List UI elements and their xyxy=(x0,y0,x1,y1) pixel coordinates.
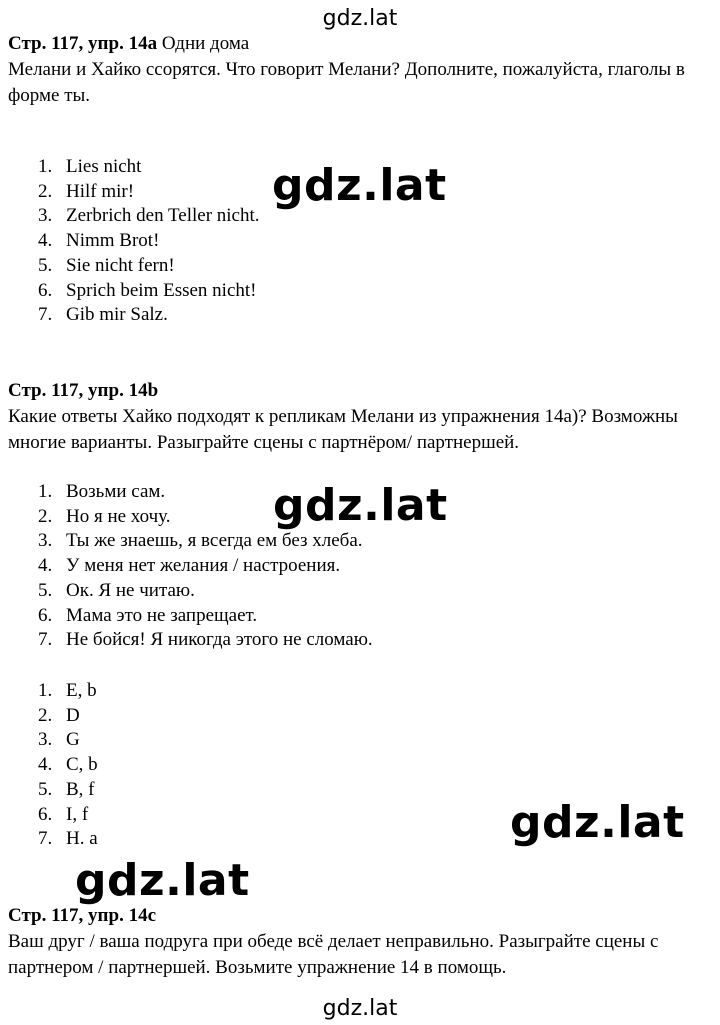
list-item: 7. Gib mir Salz. xyxy=(38,304,168,326)
list-item: 2. Hilf mir! xyxy=(38,180,135,202)
list-item: 2. Но я не хочу. xyxy=(38,505,171,527)
section-a-instruction: Мелани и Хайко ссорятся. Что говорит Мелани? Дополните, пожалуйста, глаголы в форме ты. xyxy=(8,59,685,106)
list-item: 6. I, f xyxy=(38,803,89,825)
watermark-2: gdz.lat xyxy=(273,480,448,531)
watermark-4: gdz.lat xyxy=(75,855,250,906)
list-item: 6. Мама это не запрещает. xyxy=(38,604,258,626)
list-item: 3. Ты же знаешь, я всегда ем без хлеба. xyxy=(38,530,363,552)
watermark-top: gdz.lat xyxy=(322,6,398,31)
section-a-ref: Стр. 117, упр. 14a xyxy=(8,33,158,54)
watermark-3: gdz.lat xyxy=(510,797,685,848)
section-b-ref: Стр. 117, упр. 14b xyxy=(8,380,159,401)
section-c xyxy=(8,903,712,981)
section-a xyxy=(8,31,712,109)
list-item: 1. Lies nicht xyxy=(38,156,142,177)
section-c-ref: Стр. 117, упр. 14c xyxy=(8,905,157,926)
list-item: 5. B, f xyxy=(38,778,95,800)
list-item: 4. C, b xyxy=(38,754,98,776)
section-a-list xyxy=(38,155,260,328)
answers-list xyxy=(38,679,98,852)
list-item: 7. Не бойся! Я никогда этого не сломаю. xyxy=(38,629,373,651)
watermark-1: gdz.lat xyxy=(272,160,447,211)
list-item: 5. Ок. Я не читаю. xyxy=(38,579,195,601)
watermark-bottom: gdz.lat xyxy=(322,996,398,1021)
list-item: 6. Sprich beim Essen nicht! xyxy=(38,279,257,301)
list-item: 4. Nimm Brot! xyxy=(38,230,160,252)
section-b xyxy=(8,378,712,456)
list-item: 2. D xyxy=(38,704,80,726)
list-item: 3. G xyxy=(38,729,80,751)
section-a-title: Одни дома xyxy=(161,33,250,54)
section-c-instruction: Ваш друг / ваша подруга при обеде всё делает неправильно. Разыграйте сцены с партнером / партнершей. Возьмите упражнение 14 в помощь. xyxy=(8,931,659,978)
list-item: 3. Zerbrich den Teller nicht. xyxy=(38,205,260,227)
list-item: 1. E, b xyxy=(38,680,97,701)
list-item: 7. H. a xyxy=(38,828,98,850)
list-item: 4. У меня нет желания / настроения. xyxy=(38,555,341,577)
section-b-instruction: Какие ответы Хайко подходят к репликам Мелани из упражнения 14а)? Возможны многие варианты. Разыграйте сцены с партнёром/ партнершей. xyxy=(8,406,678,453)
list-item: 1. Возьми сам. xyxy=(38,481,166,502)
list-item: 5. Sie nicht fern! xyxy=(38,254,175,276)
